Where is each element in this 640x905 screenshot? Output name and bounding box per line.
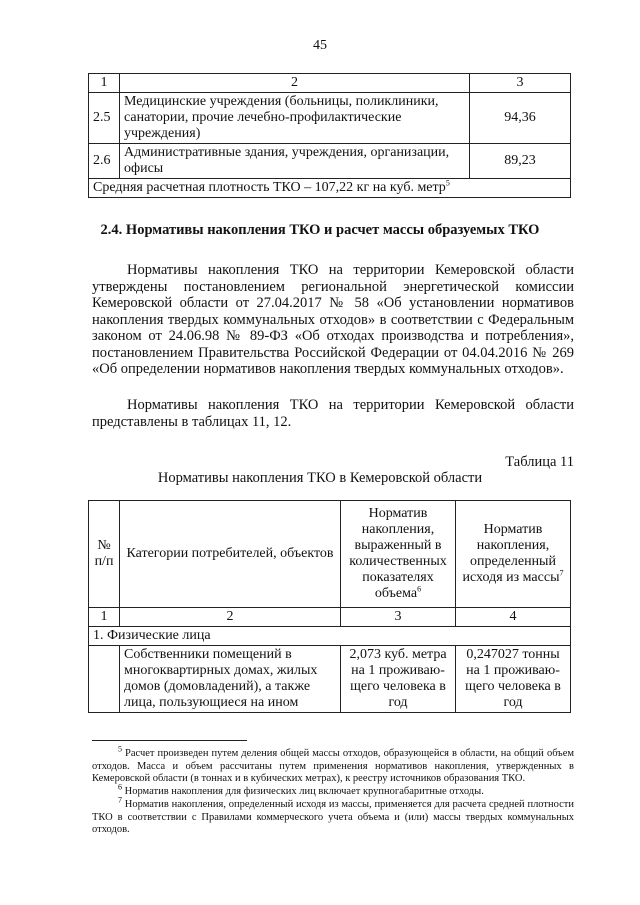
table-title: Нормативы накопления ТКО в Кемеровской области	[157, 470, 483, 486]
table-row	[89, 144, 571, 179]
header-text: Норматив накопления, определенный исходя из массы	[462, 522, 560, 585]
row-number: 2.5	[89, 93, 120, 144]
table-header-row	[89, 501, 571, 608]
paragraph-text: Нормативы накопления ТКО на территории Кемеровской области представлены в таблицах 11, 12.	[92, 397, 574, 430]
row-value: 89,23	[470, 144, 571, 179]
row-number: 2.6	[89, 144, 120, 179]
footnote	[92, 782, 574, 799]
accumulation-norms-table	[88, 500, 571, 713]
footnote-text: Норматив накопления, определенный исходя из массы, применяется для расчета средней плотности ТКО в соответствии с Правилами коммерческого учета объема и (или) массы твердых коммунальных отходов.	[92, 799, 575, 835]
footnote	[92, 795, 575, 837]
table-row	[89, 93, 571, 144]
row-volume: 2,073 куб. метра на 1 проживаю-щего человека в год	[341, 646, 456, 713]
paragraph-text: Нормативы накопления ТКО на территории Кемеровской области утверждены постановлением региональной энергетической комиссии Кемеровской области от 27.04.2017 № 58 «Об установлении нормативов накопления твердых коммунальных отходов» в соответствии с Федеральным законом от 24.06.98 № 89-ФЗ «Об отходах производства и потребления», постановлением Правительства Российской Федерации от 04.04.2016 № 269 «Об определении нормативов накопления твердых коммунальных отходов».	[92, 262, 574, 377]
average-density-cell	[89, 179, 571, 198]
header-cell: 3	[470, 74, 571, 93]
footnote-text: Расчет произведен путем деления общей массы отходов, образующейся в области, на общий объем отходов. Масса и объем рассчитаны путем применения нормативов накопления, утвержденных в Кемеровской области (в тоннах и в кубических метрах), к реестру источников образования ТКО.	[92, 748, 575, 784]
header-volume-norm	[341, 501, 456, 608]
footnote-text: Норматив накопления для физических лиц включает крупногабаритные отходы.	[124, 786, 484, 797]
footnote-mark: 7	[118, 795, 122, 805]
row-name: Медицинские учреждения (больницы, поликлиники, санатории, прочие лечебно-профилактические учреждения)	[120, 93, 470, 144]
table-label: Таблица 11	[505, 454, 574, 470]
header-cell: 1	[89, 74, 120, 93]
table-row	[89, 646, 571, 713]
table-footer-row	[89, 179, 571, 198]
waste-density-table-continued	[88, 73, 571, 198]
footnote-mark: 6	[118, 782, 122, 792]
body-paragraph	[92, 262, 574, 378]
footnote-divider	[92, 740, 247, 741]
column-numbers-row	[89, 608, 571, 627]
row-number	[89, 646, 120, 713]
column-number: 2	[120, 608, 341, 627]
row-value: 94,36	[470, 93, 571, 144]
column-number: 1	[89, 608, 120, 627]
group-label: 1. Физические лица	[89, 627, 571, 646]
header-number: № п/п	[89, 501, 120, 608]
group-row	[89, 627, 571, 646]
row-name: Административные здания, учреждения, организации, офисы	[120, 144, 470, 179]
row-category: Собственники помещений в многоквартирных домах, жилых домов (домовладений), а также лица, пользующиеся на ином	[120, 646, 341, 713]
section-heading: 2.4. Нормативы накопления ТКО и расчет массы образуемых ТКО	[100, 222, 540, 238]
body-paragraph	[92, 397, 574, 430]
header-text: Норматив накопления, выраженный в количественных показателях объема	[349, 506, 447, 601]
page-number: 45	[313, 38, 327, 53]
column-number: 4	[456, 608, 571, 627]
footnote-mark: 5	[118, 744, 122, 754]
average-density-text: Средняя расчетная плотность ТКО – 107,22 кг на куб. метр	[93, 180, 446, 195]
footnote	[92, 744, 575, 786]
footnote-ref: 5	[445, 178, 450, 188]
column-number: 3	[341, 608, 456, 627]
header-cell: 2	[120, 74, 470, 93]
row-mass: 0,247027 тонны на 1 проживаю-щего человека в год	[456, 646, 571, 713]
footnote-ref: 7	[559, 568, 564, 578]
header-category: Категории потребителей, объектов	[120, 501, 341, 608]
footnote-ref: 6	[417, 584, 422, 594]
header-mass-norm	[456, 501, 571, 608]
table-header-row	[89, 74, 571, 93]
